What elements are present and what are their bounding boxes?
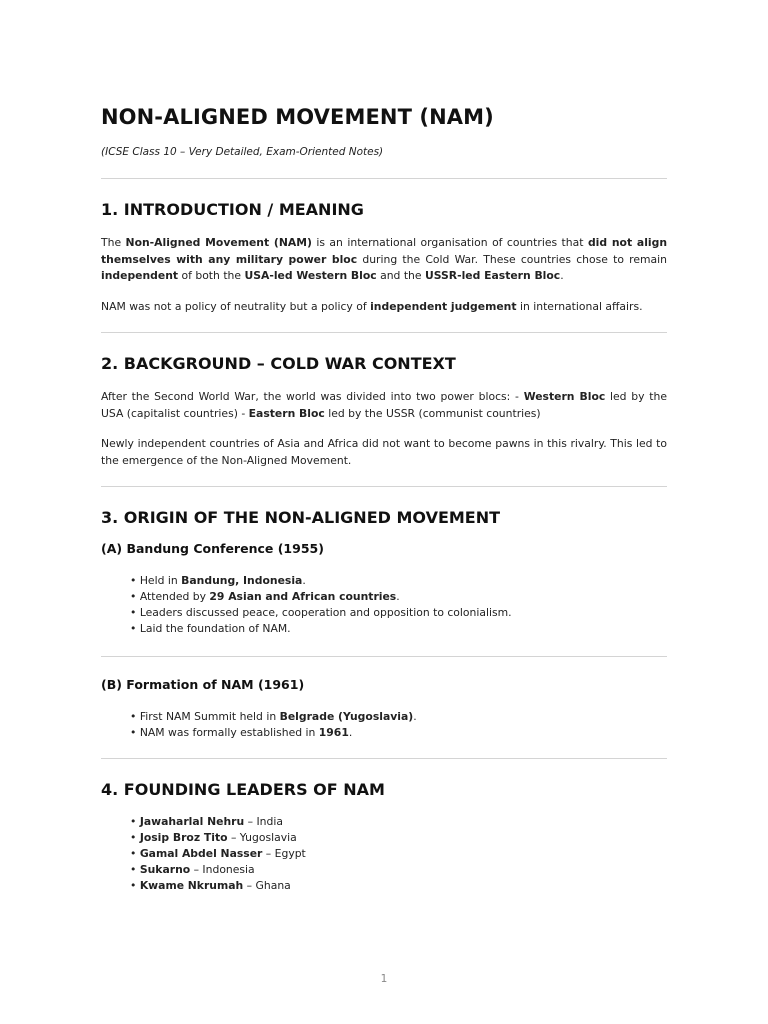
section-heading-introduction: 1. INTRODUCTION / MEANING <box>101 200 364 219</box>
list-item: • Jawaharlal Nehru – India <box>130 814 667 830</box>
list-item: • First NAM Summit held in Belgrade (Yugoslavia). <box>130 709 667 725</box>
page-number: 1 <box>380 973 388 985</box>
list-item: • Laid the foundation of NAM. <box>130 621 667 637</box>
list-item: • Sukarno – Indonesia <box>130 862 667 878</box>
list-item: • Held in Bandung, Indonesia. <box>130 573 667 589</box>
section-heading-founding-leaders: 4. FOUNDING LEADERS OF NAM <box>101 780 385 799</box>
document-page <box>101 105 667 913</box>
section-heading-background: 2. BACKGROUND – COLD WAR CONTEXT <box>101 354 456 373</box>
list-item: • Attended by 29 Asian and African countries. <box>130 589 667 605</box>
list-item: • Leaders discussed peace, cooperation and opposition to colonialism. <box>130 605 667 621</box>
list-item: • Gamal Abdel Nasser – Egypt <box>130 846 667 862</box>
divider <box>101 178 667 179</box>
divider <box>101 758 667 759</box>
list-item: • Josip Broz Tito – Yugoslavia <box>130 830 667 846</box>
subheading-bandung: (A) Bandung Conference (1955) <box>101 541 324 556</box>
intro-paragraph: The Non-Aligned Movement (NAM) is an international organisation of countries that did not align themselves with any military power bloc during the Cold War. These countries chose to remain independent of both the USA-led Western Bloc and the USSR-led Eastern Bloc. <box>101 236 668 282</box>
divider <box>101 332 667 333</box>
neutrality-paragraph: NAM was not a policy of neutrality but a policy of independent judgement in international affairs. <box>101 299 643 313</box>
formation-list <box>130 709 667 741</box>
list-item: • NAM was formally established in 1961. <box>130 725 667 741</box>
leaders-list <box>130 814 667 894</box>
blocs-paragraph: After the Second World War, the world was divided into two power blocs: - Western Bloc led by the USA (capitalist countries) - Eastern Bloc led by the USSR (communist countries) <box>101 390 667 420</box>
bandung-list <box>130 573 667 637</box>
subheading-formation: (B) Formation of NAM (1961) <box>101 677 305 692</box>
divider <box>101 656 667 657</box>
divider <box>101 486 667 487</box>
emergence-paragraph: Newly independent countries of Asia and Africa did not want to become pawns in this rivalry. This led to the emergence of the Non-Aligned Movement. <box>101 437 667 467</box>
section-heading-origin: 3. ORIGIN OF THE NON-ALIGNED MOVEMENT <box>101 508 501 527</box>
page-title: NON-ALIGNED MOVEMENT (NAM) <box>101 105 494 129</box>
page-subtitle: (ICSE Class 10 – Very Detailed, Exam-Oriented Notes) <box>101 146 384 158</box>
list-item: • Kwame Nkrumah – Ghana <box>130 878 667 894</box>
